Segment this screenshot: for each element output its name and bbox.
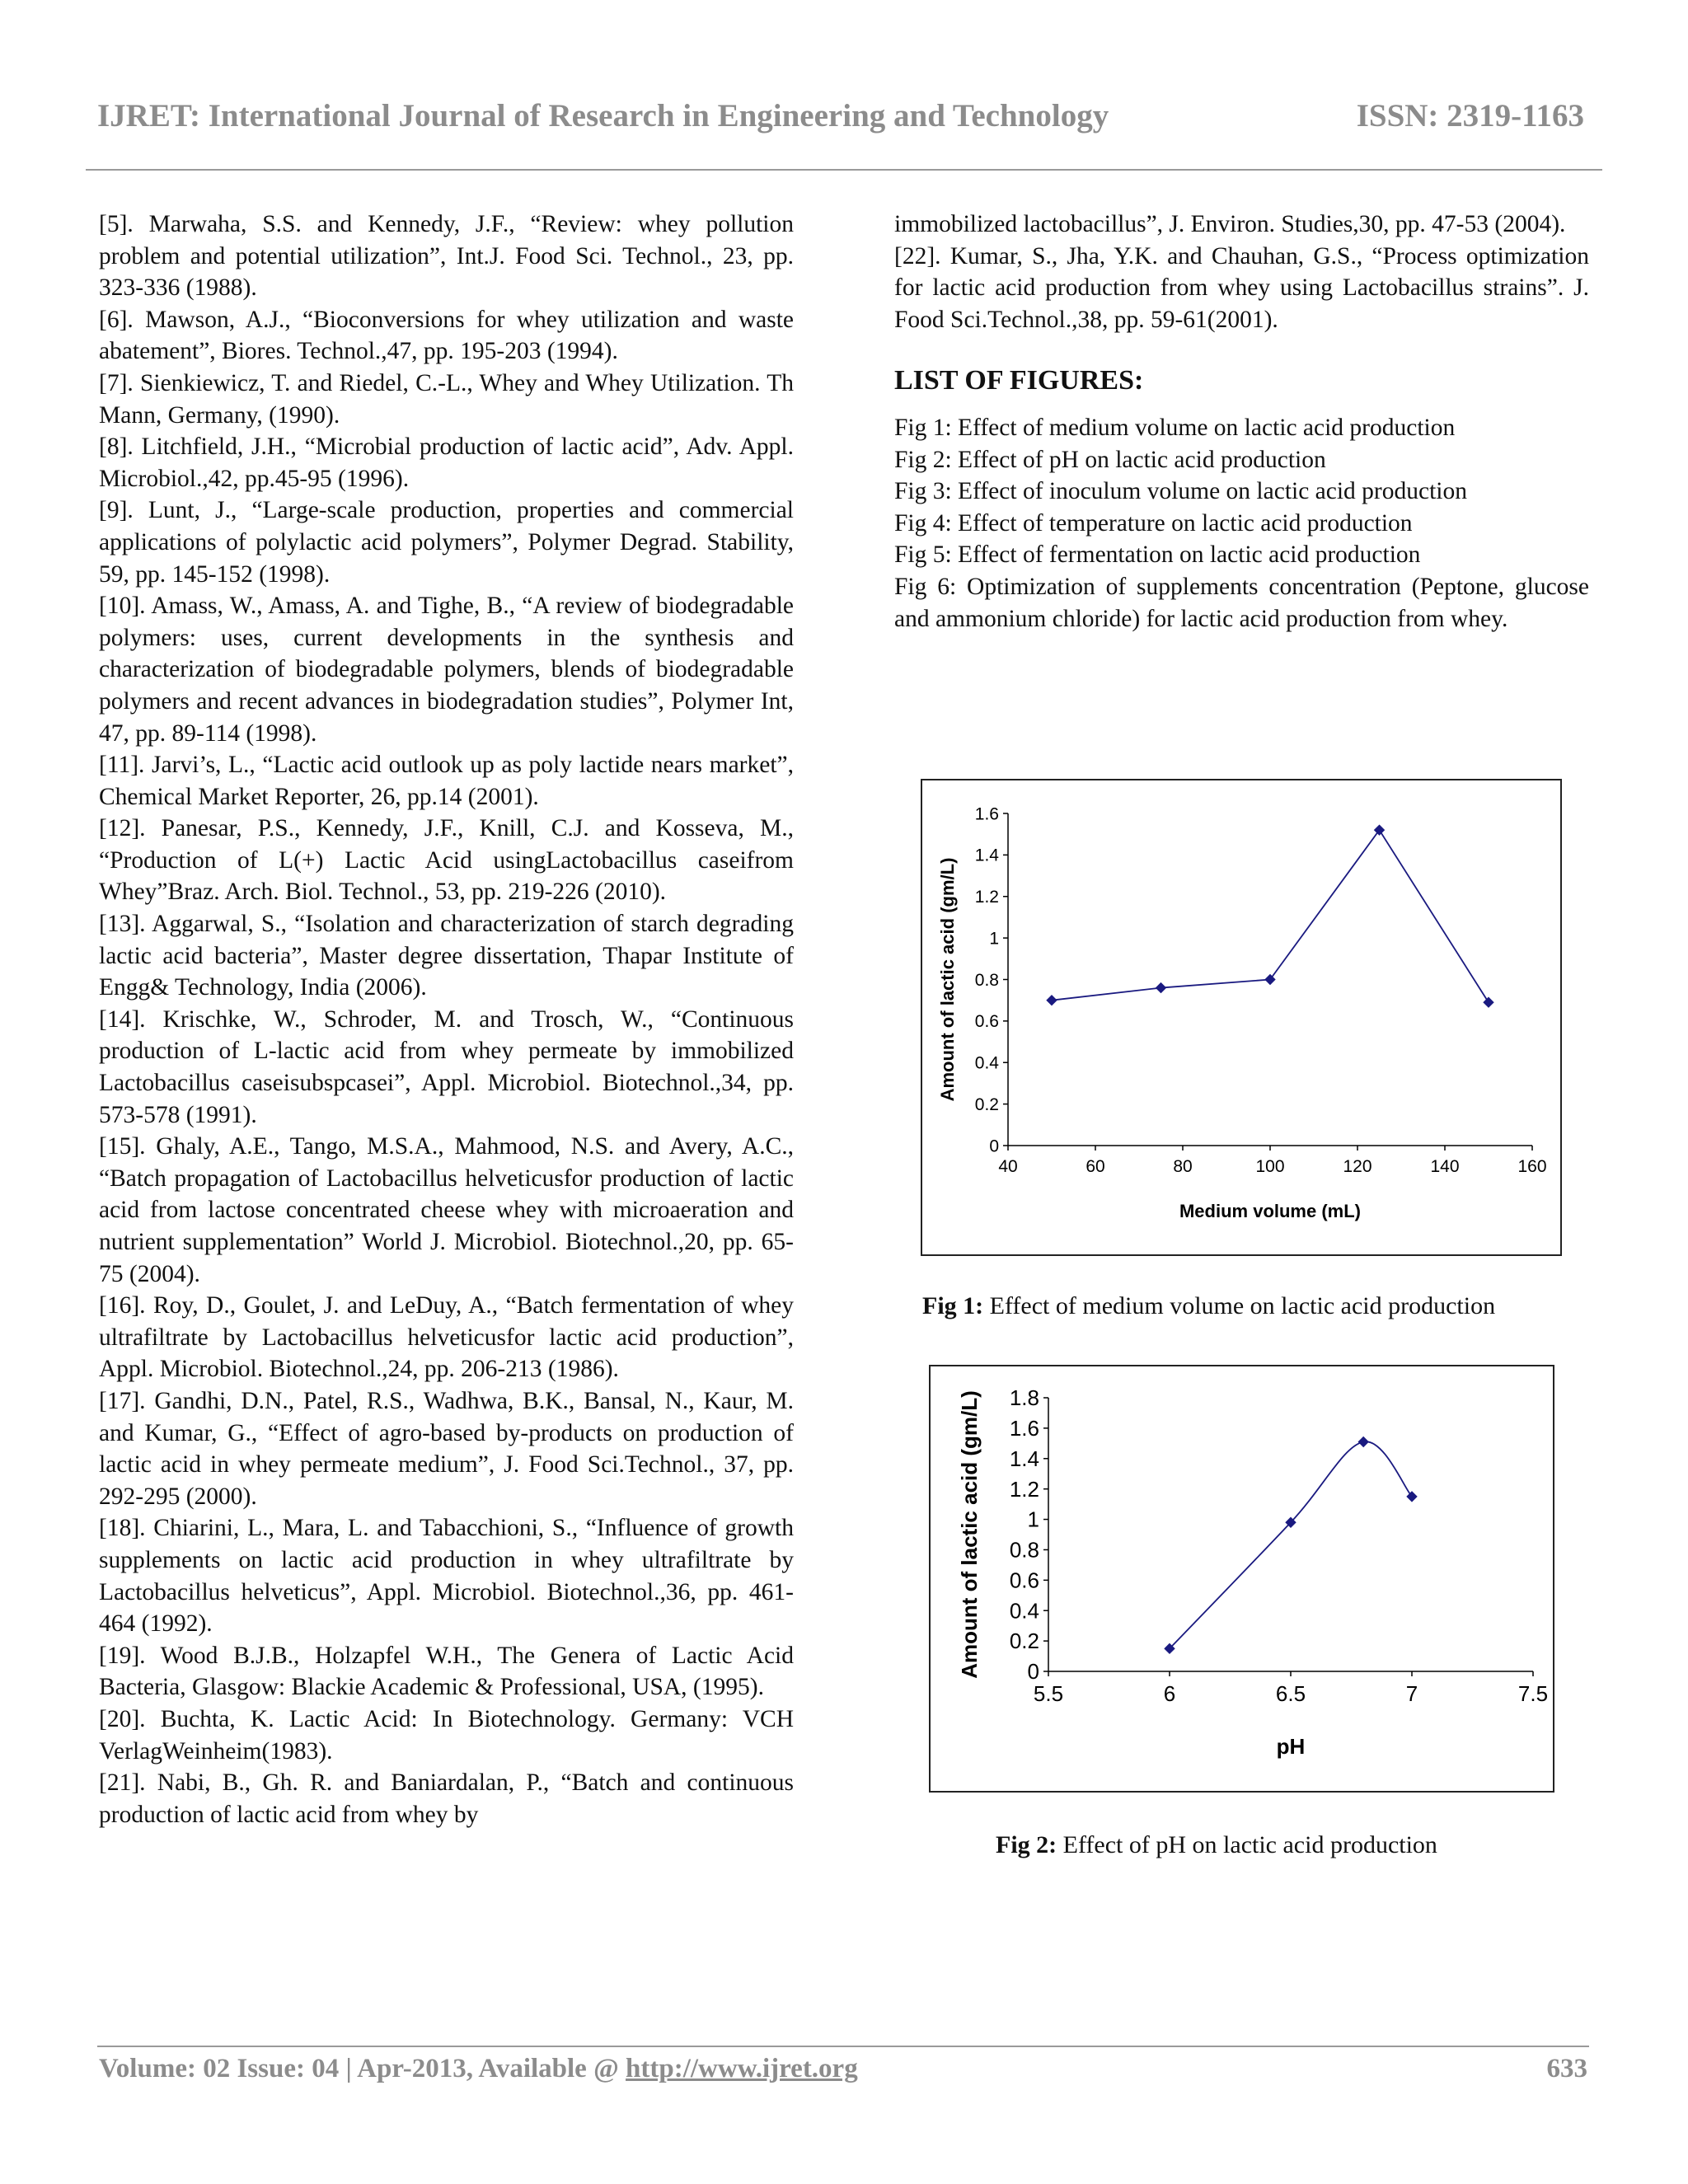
reference: [7]. Sienkiewicz, T. and Riedel, C.-L., Whey and Whey Utilization. Th Mann, Germany, (1990).	[99, 369, 794, 429]
x-tick-label: 5.5	[1033, 1681, 1064, 1706]
figure-1-chart	[921, 779, 1562, 1256]
x-tick-label: 7.5	[1517, 1681, 1549, 1706]
reference: [21]. Nabi, B., Gh. R. and Baniardalan, P., “Batch and continuous production of lactic acid from whey by	[99, 1769, 794, 1828]
reference: [11]. Jarvi’s, L., “Lactic acid outlook up as poly lactide nears market”, Chemical Market Reporter, 26, pp.14 (2001).	[99, 752, 794, 810]
figure-2-chart	[929, 1365, 1554, 1793]
data-point-marker	[1407, 1492, 1417, 1502]
y-tick-label: 1.2	[1009, 1476, 1039, 1502]
y-tick-label: 1.6	[974, 804, 999, 824]
figure-1-caption-label: Fig 1:	[922, 1292, 984, 1319]
list-of-figures-item: Fig 2: Effect of pH on lactic acid production	[894, 446, 1326, 473]
data-point-marker	[1358, 1436, 1368, 1446]
reference: [19]. Wood B.J.B., Holzapfel W.H., The Genera of Lactic Acid Bacteria, Glasgow: Blackie Academic & Professional, USA, (1995).	[99, 1642, 794, 1701]
list-of-figures-item: Fig 1: Effect of medium volume on lactic acid production	[894, 414, 1456, 441]
list-of-figures-heading: LIST OF FIGURES:	[894, 365, 1144, 396]
header-divider	[86, 169, 1602, 171]
y-tick-label: 1.2	[974, 888, 999, 907]
x-axis-label: pH	[1276, 1734, 1306, 1759]
reference: [12]. Panesar, P.S., Kennedy, J.F., Knill, C.J. and Kosseva, M., “Production of L(+) Lactic Acid usingLactobacillus caseifrom Whey”Braz. Arch. Biol. Technol., 53, pp. 219-226 (2010).	[99, 815, 794, 906]
y-tick-label: 1.4	[1009, 1446, 1039, 1471]
data-point-marker	[1375, 825, 1385, 835]
data-point-marker	[1047, 996, 1057, 1005]
issn: ISSN: 2319-1163	[1356, 98, 1584, 134]
x-axis-label: Medium volume (mL)	[1179, 1201, 1362, 1221]
data-point-marker	[1156, 983, 1166, 993]
list-of-figures-item: Fig 5: Effect of fermentation on lactic acid production	[894, 541, 1421, 569]
x-tick-label: 140	[1430, 1157, 1460, 1176]
journal-title: IJRET: International Journal of Research in Engineering and Technology	[97, 98, 1109, 134]
list-of-figures-item: Fig 6: Optimization of supplements concentration (Peptone, glucose and ammonium chloride) for lactic acid production from whey.	[894, 573, 1589, 632]
y-tick-label: 0.6	[1009, 1568, 1039, 1593]
list-of-figures-item: Fig 4: Effect of temperature on lactic acid production	[894, 509, 1413, 537]
figure-1-caption-text: Effect of medium volume on lactic acid production	[983, 1292, 1496, 1319]
x-tick-label: 40	[998, 1157, 1018, 1176]
y-axis-label: Amount of lactic acid (gm/L)	[957, 1390, 982, 1679]
reference: [20]. Buchta, K. Lactic Acid: In Biotechnology. Germany: VCH VerlagWeinheim(1983).	[99, 1705, 794, 1765]
y-tick-label: 0	[1027, 1659, 1039, 1685]
figure-1-caption	[922, 1292, 1495, 1320]
y-tick-label: 0.2	[1009, 1629, 1039, 1654]
y-tick-label: 0.2	[974, 1094, 999, 1114]
figure-2-svg	[931, 1366, 1553, 1791]
y-tick-label: 0.6	[974, 1012, 999, 1032]
y-tick-label: 0.8	[974, 970, 999, 990]
y-axis-label: Amount of lactic acid (gm/L)	[937, 857, 958, 1102]
x-tick-label: 160	[1517, 1157, 1547, 1176]
data-point-marker	[1484, 997, 1493, 1007]
footer-url-link[interactable]: http://www.ijret.org	[626, 2054, 858, 2083]
references-left-column	[99, 209, 794, 1830]
x-tick-label: 7	[1405, 1681, 1418, 1706]
series-line	[1170, 1441, 1412, 1648]
footer-divider	[97, 2046, 1589, 2047]
y-tick-label: 1	[989, 929, 999, 949]
reference: [18]. Chiarini, L., Mara, L. and Tabacchioni, S., “Influence of growth supplements on lactic acid production in whey ultrafiltrate by Lactobacillus helveticus”, Appl. Microbiol. Biotechnol.,36, pp. 461-464 (1992).	[99, 1515, 794, 1638]
reference: [5]. Marwaha, S.S. and Kennedy, J.F., “Review: whey pollution problem and potential utilization”, Int.J. Food Sci. Technol., 23, pp. 323-336 (1988).	[99, 211, 794, 302]
right-column	[894, 209, 1589, 635]
reference: [16]. Roy, D., Goulet, J. and LeDuy, A., “Batch fermentation of whey ultrafiltrate by Lactobacillus helveticusfor lactic acid production”, Appl. Microbiol. Biotechnol.,24, pp. 206-213 (1986).	[99, 1292, 794, 1383]
x-tick-label: 6.5	[1275, 1681, 1306, 1706]
footer-volume-text: Volume: 02 Issue: 04 | Apr-2013, Available @	[99, 2054, 626, 2083]
x-tick-label: 6	[1163, 1681, 1176, 1706]
figure-1-svg	[922, 780, 1560, 1254]
reference: [6]. Mawson, A.J., “Bioconversions for whey utilization and waste abatement”, Biores. Technol.,47, pp. 195-203 (1994).	[99, 306, 794, 365]
reference: [14]. Krischke, W., Schroder, M. and Trosch, W., “Continuous production of L-lactic acid from whey permeate by immobilized Lactobacillus caseisubspcasei”, Appl. Microbiol. Biotechnol.,34, pp. 573-578 (1991).	[99, 1005, 794, 1128]
reference: [9]. Lunt, J., “Large-scale production, properties and commercial applications of polylactic acid polymers”, Polymer Degrad. Stability, 59, pp. 145-152 (1998).	[99, 497, 794, 588]
y-tick-label: 0.4	[974, 1053, 999, 1073]
figure-2-caption	[996, 1831, 1437, 1859]
x-tick-label: 120	[1343, 1157, 1372, 1176]
reference: [22]. Kumar, S., Jha, Y.K. and Chauhan, G.S., “Process optimization for lactic acid production from whey using Lactobacillus strains”. J. Food Sci.Technol.,38, pp. 59-61(2001).	[894, 242, 1589, 333]
data-point-marker	[1265, 975, 1275, 985]
reference: immobilized lactobacillus”, J. Environ. Studies,30, pp. 47-53 (2004).	[894, 211, 1566, 237]
x-tick-label: 80	[1173, 1157, 1193, 1176]
y-tick-label: 0	[989, 1137, 999, 1156]
y-tick-label: 0.4	[1009, 1598, 1039, 1624]
reference: [15]. Ghaly, A.E., Tango, M.S.A., Mahmood, N.S. and Avery, A.C., “Batch propagation of Lactobacillus helveticusfor production of lactic acid from lactose concentrated cheese whey with microaeration and nutrient supplementation” World J. Microbiol. Biotechnol.,20, pp. 65-75 (2004).	[99, 1133, 794, 1287]
y-tick-label: 1.4	[974, 846, 999, 865]
y-tick-label: 0.8	[1009, 1537, 1039, 1563]
y-tick-label: 1	[1027, 1507, 1039, 1532]
list-of-figures-item: Fig 3: Effect of inoculum volume on lactic acid production	[894, 478, 1467, 505]
x-tick-label: 100	[1255, 1157, 1285, 1176]
reference: [17]. Gandhi, D.N., Patel, R.S., Wadhwa, B.K., Bansal, N., Kaur, M. and Kumar, G., “Effect of agro-based by-products on production of lactic acid in whey permeate medium”, J. Food Sci.Technol., 37, pp. 292-295 (2000).	[99, 1387, 794, 1510]
reference: [10]. Amass, W., Amass, A. and Tighe, B., “A review of biodegradable polymers: uses, current developments in the synthesis and characterization of biodegradable polymers, blends of biodegradable polymers and recent advances in biodegradation studies”, Polymer Int, 47, pp. 89-114 (1998).	[99, 593, 794, 747]
figure-2-caption-text: Effect of pH on lactic acid production	[1057, 1831, 1437, 1858]
footer-volume	[99, 2054, 858, 2084]
reference: [13]. Aggarwal, S., “Isolation and characterization of starch degrading lactic acid bacteria”, Master degree dissertation, Thapar Institute of Engg& Technology, India (2006).	[99, 911, 794, 1001]
reference: [8]. Litchfield, J.H., “Microbial production of lactic acid”, Adv. Appl. Microbiol.,42, pp.45-95 (1996).	[99, 434, 794, 492]
page-number: 633	[1546, 2054, 1587, 2083]
y-tick-label: 1.6	[1009, 1415, 1039, 1441]
figure-2-caption-label: Fig 2:	[996, 1831, 1057, 1858]
y-tick-label: 1.8	[1009, 1385, 1039, 1411]
x-tick-label: 60	[1085, 1157, 1105, 1176]
